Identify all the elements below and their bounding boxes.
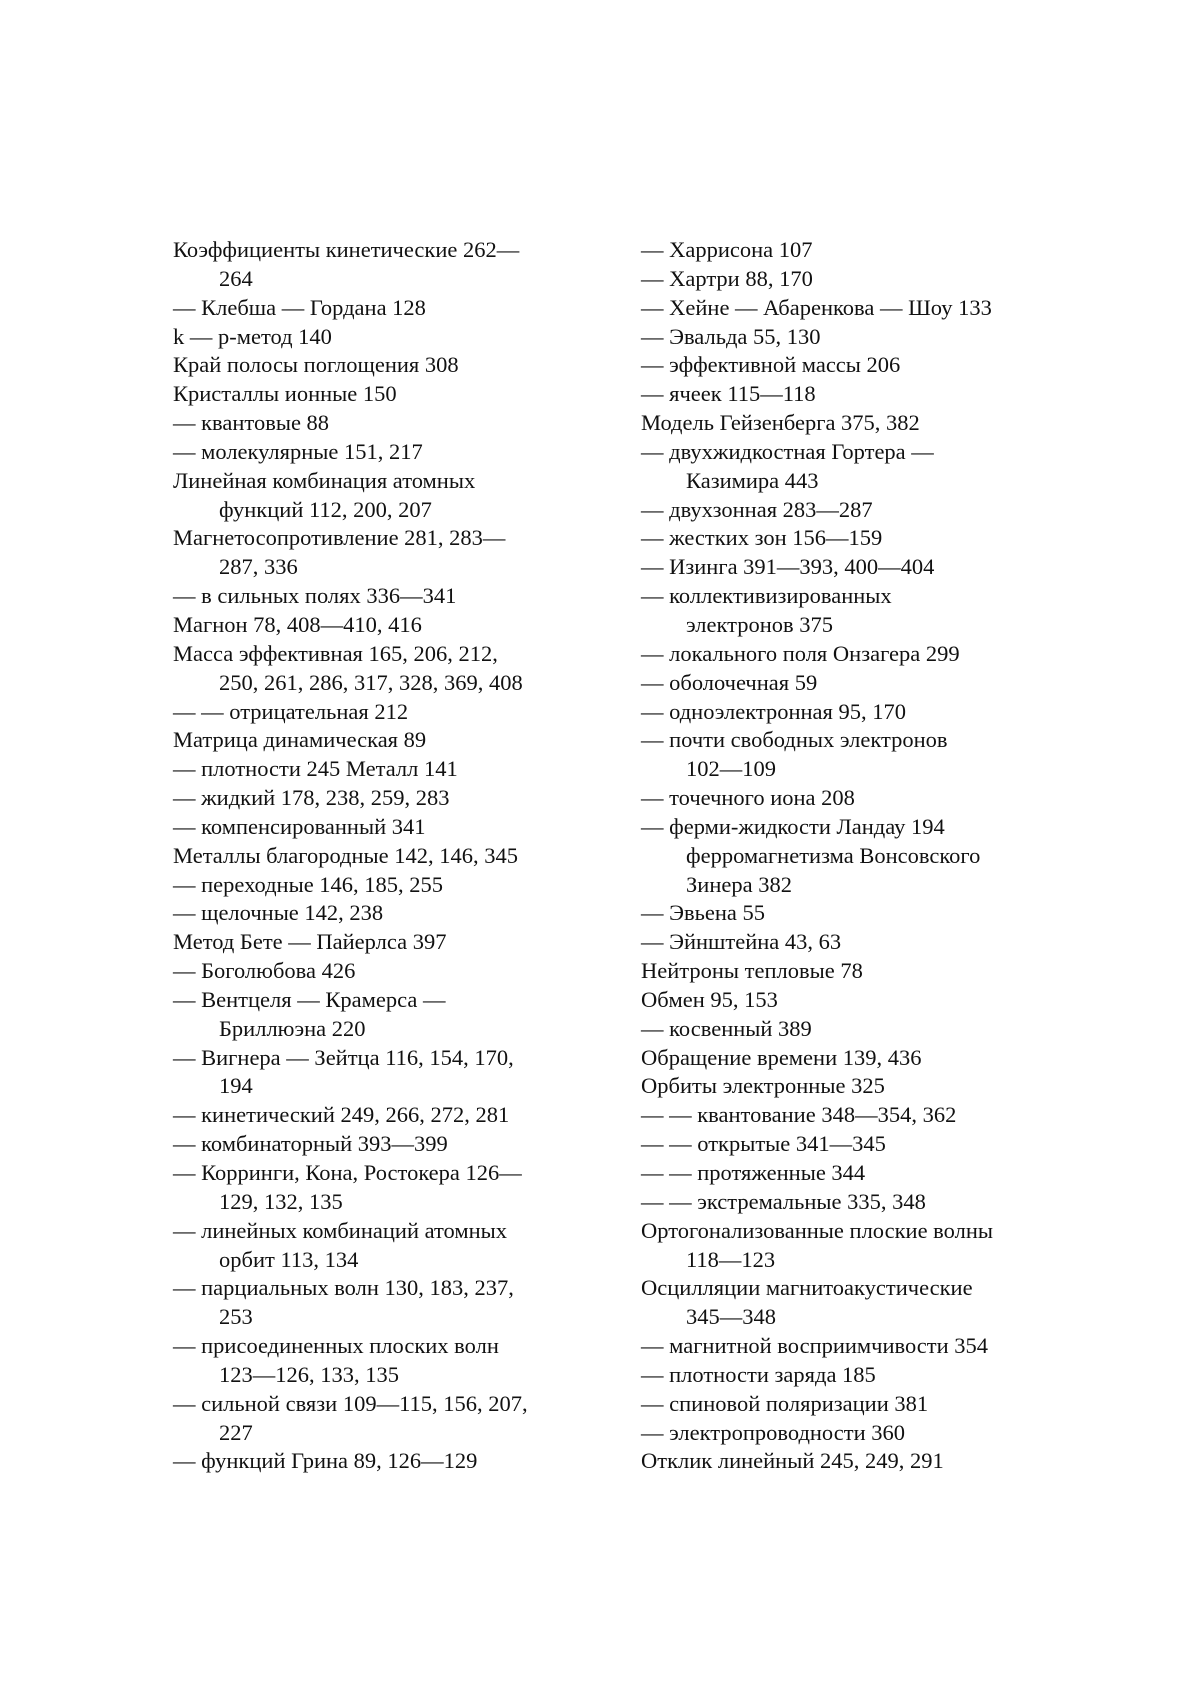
index-subentry: — функций Грина 89, 126—129 xyxy=(173,1447,583,1476)
index-entry-continuation: 287, 336 xyxy=(173,553,583,582)
index-subentry: — жестких зон 156—159 xyxy=(641,524,1061,553)
index-subentry: — Боголюбова 426 xyxy=(173,957,583,986)
index-subentry: — парциальных волн 130, 183, 237, xyxy=(173,1274,583,1303)
index-entry: Ортогонализованные плоские волны xyxy=(641,1217,1061,1246)
index-subentry: — Эвьена 55 xyxy=(641,899,1061,928)
index-subentry: — кинетический 249, 266, 272, 281 xyxy=(173,1101,583,1130)
index-subentry: — линейных комбинаций атомных xyxy=(173,1217,583,1246)
index-subentry: — переходные 146, 185, 255 xyxy=(173,871,583,900)
index-entry: Матрица динамическая 89 xyxy=(173,726,583,755)
index-subentry: — коллективизированных xyxy=(641,582,1061,611)
index-entry: Модель Гейзенберга 375, 382 xyxy=(641,409,1061,438)
index-subentry: — — экстремальные 335, 348 xyxy=(641,1188,1061,1217)
index-entry: Осцилляции магнитоакустические xyxy=(641,1274,1061,1303)
index-subentry: — косвенный 389 xyxy=(641,1015,1061,1044)
index-entry: Отклик линейный 245, 249, 291 xyxy=(641,1447,1061,1476)
index-subentry: — почти свободных электронов xyxy=(641,726,1061,755)
index-subentry: — присоединенных плоских волн xyxy=(173,1332,583,1361)
index-subentry: — оболочечная 59 xyxy=(641,669,1061,698)
index-entry-continuation: 102—109 xyxy=(641,755,1061,784)
index-subentry: — двухзонная 283—287 xyxy=(641,496,1061,525)
index-entry: Кристаллы ионные 150 xyxy=(173,380,583,409)
index-entry-continuation: 123—126, 133, 135 xyxy=(173,1361,583,1390)
book-page xyxy=(0,0,1200,1698)
index-subentry: — Эвальда 55, 130 xyxy=(641,323,1061,352)
index-entry: Обмен 95, 153 xyxy=(641,986,1061,1015)
index-entry-continuation: функций 112, 200, 207 xyxy=(173,496,583,525)
index-entry-continuation: 264 xyxy=(173,265,583,294)
index-subentry: — Корринги, Кона, Ростокера 126— xyxy=(173,1159,583,1188)
index-subentry: — спиновой поляризации 381 xyxy=(641,1390,1061,1419)
index-subentry: — Хартри 88, 170 xyxy=(641,265,1061,294)
index-entry-continuation: 250, 261, 286, 317, 328, 369, 408 xyxy=(173,669,583,698)
index-entry-continuation: 345—348 xyxy=(641,1303,1061,1332)
index-entry: Линейная комбинация атомных xyxy=(173,467,583,496)
index-subentry: — щелочные 142, 238 xyxy=(173,899,583,928)
index-subentry: — электропроводности 360 xyxy=(641,1419,1061,1448)
index-entry-continuation: Бриллюэна 220 xyxy=(173,1015,583,1044)
index-subentry: — одноэлектронная 95, 170 xyxy=(641,698,1061,727)
index-entry: k — p-метод 140 xyxy=(173,323,583,352)
index-subentry: — — протяженные 344 xyxy=(641,1159,1061,1188)
index-column-right xyxy=(641,236,1061,1476)
index-subentry: — двухжидкостная Гортера — xyxy=(641,438,1061,467)
index-subentry: — молекулярные 151, 217 xyxy=(173,438,583,467)
index-subentry: — плотности 245 Металл 141 xyxy=(173,755,583,784)
index-entry-continuation: 253 xyxy=(173,1303,583,1332)
index-entry-continuation: электронов 375 xyxy=(641,611,1061,640)
index-subentry: — жидкий 178, 238, 259, 283 xyxy=(173,784,583,813)
index-entry: Край полосы поглощения 308 xyxy=(173,351,583,380)
index-entry-continuation: Казимира 443 xyxy=(641,467,1061,496)
index-entry-continuation: ферромагнетизма Вонсовского xyxy=(641,842,1061,871)
index-subentry: — Клебша — Гордана 128 xyxy=(173,294,583,323)
index-entry: Обращение времени 139, 436 xyxy=(641,1044,1061,1073)
index-entry-continuation: 227 xyxy=(173,1419,583,1448)
index-subentry: — Изинга 391—393, 400—404 xyxy=(641,553,1061,582)
index-subentry: — комбинаторный 393—399 xyxy=(173,1130,583,1159)
index-entry: Металлы благородные 142, 146, 345 xyxy=(173,842,583,871)
index-entry: Метод Бете — Пайерлса 397 xyxy=(173,928,583,957)
index-entry: Масса эффективная 165, 206, 212, xyxy=(173,640,583,669)
index-subentry: — локального поля Онзагера 299 xyxy=(641,640,1061,669)
index-entry: Магнетосопротивление 281, 283— xyxy=(173,524,583,553)
index-subentry: — — квантование 348—354, 362 xyxy=(641,1101,1061,1130)
index-subentry: — плотности заряда 185 xyxy=(641,1361,1061,1390)
index-subentry: — — открытые 341—345 xyxy=(641,1130,1061,1159)
index-subentry: — эффективной массы 206 xyxy=(641,351,1061,380)
index-entry-continuation: 129, 132, 135 xyxy=(173,1188,583,1217)
index-subentry: — ячеек 115—118 xyxy=(641,380,1061,409)
index-subentry: — Вентцеля — Крамерса — xyxy=(173,986,583,1015)
index-entry: Коэффициенты кинетические 262— xyxy=(173,236,583,265)
index-subentry: — квантовые 88 xyxy=(173,409,583,438)
index-entry-continuation: орбит 113, 134 xyxy=(173,1246,583,1275)
index-entry: Орбиты электронные 325 xyxy=(641,1072,1061,1101)
index-subentry: — Харрисона 107 xyxy=(641,236,1061,265)
index-subentry: — Хейне — Абаренкова — Шоу 133 xyxy=(641,294,1061,323)
index-subentry: — Эйнштейна 43, 63 xyxy=(641,928,1061,957)
index-subentry: — магнитной восприимчивости 354 xyxy=(641,1332,1061,1361)
index-subentry: — компенсированный 341 xyxy=(173,813,583,842)
index-subentry: — в сильных полях 336—341 xyxy=(173,582,583,611)
index-entry-continuation: Зинера 382 xyxy=(641,871,1061,900)
index-subentry: — — отрицательная 212 xyxy=(173,698,583,727)
index-entry-continuation: 194 xyxy=(173,1072,583,1101)
index-subentry: — Вигнера — Зейтца 116, 154, 170, xyxy=(173,1044,583,1073)
index-subentry: — точечного иона 208 xyxy=(641,784,1061,813)
index-column-left xyxy=(173,236,583,1476)
index-subentry: — ферми-жидкости Ландау 194 xyxy=(641,813,1061,842)
index-entry: Нейтроны тепловые 78 xyxy=(641,957,1061,986)
index-entry: Магнон 78, 408—410, 416 xyxy=(173,611,583,640)
index-subentry: — сильной связи 109—115, 156, 207, xyxy=(173,1390,583,1419)
index-entry-continuation: 118—123 xyxy=(641,1246,1061,1275)
